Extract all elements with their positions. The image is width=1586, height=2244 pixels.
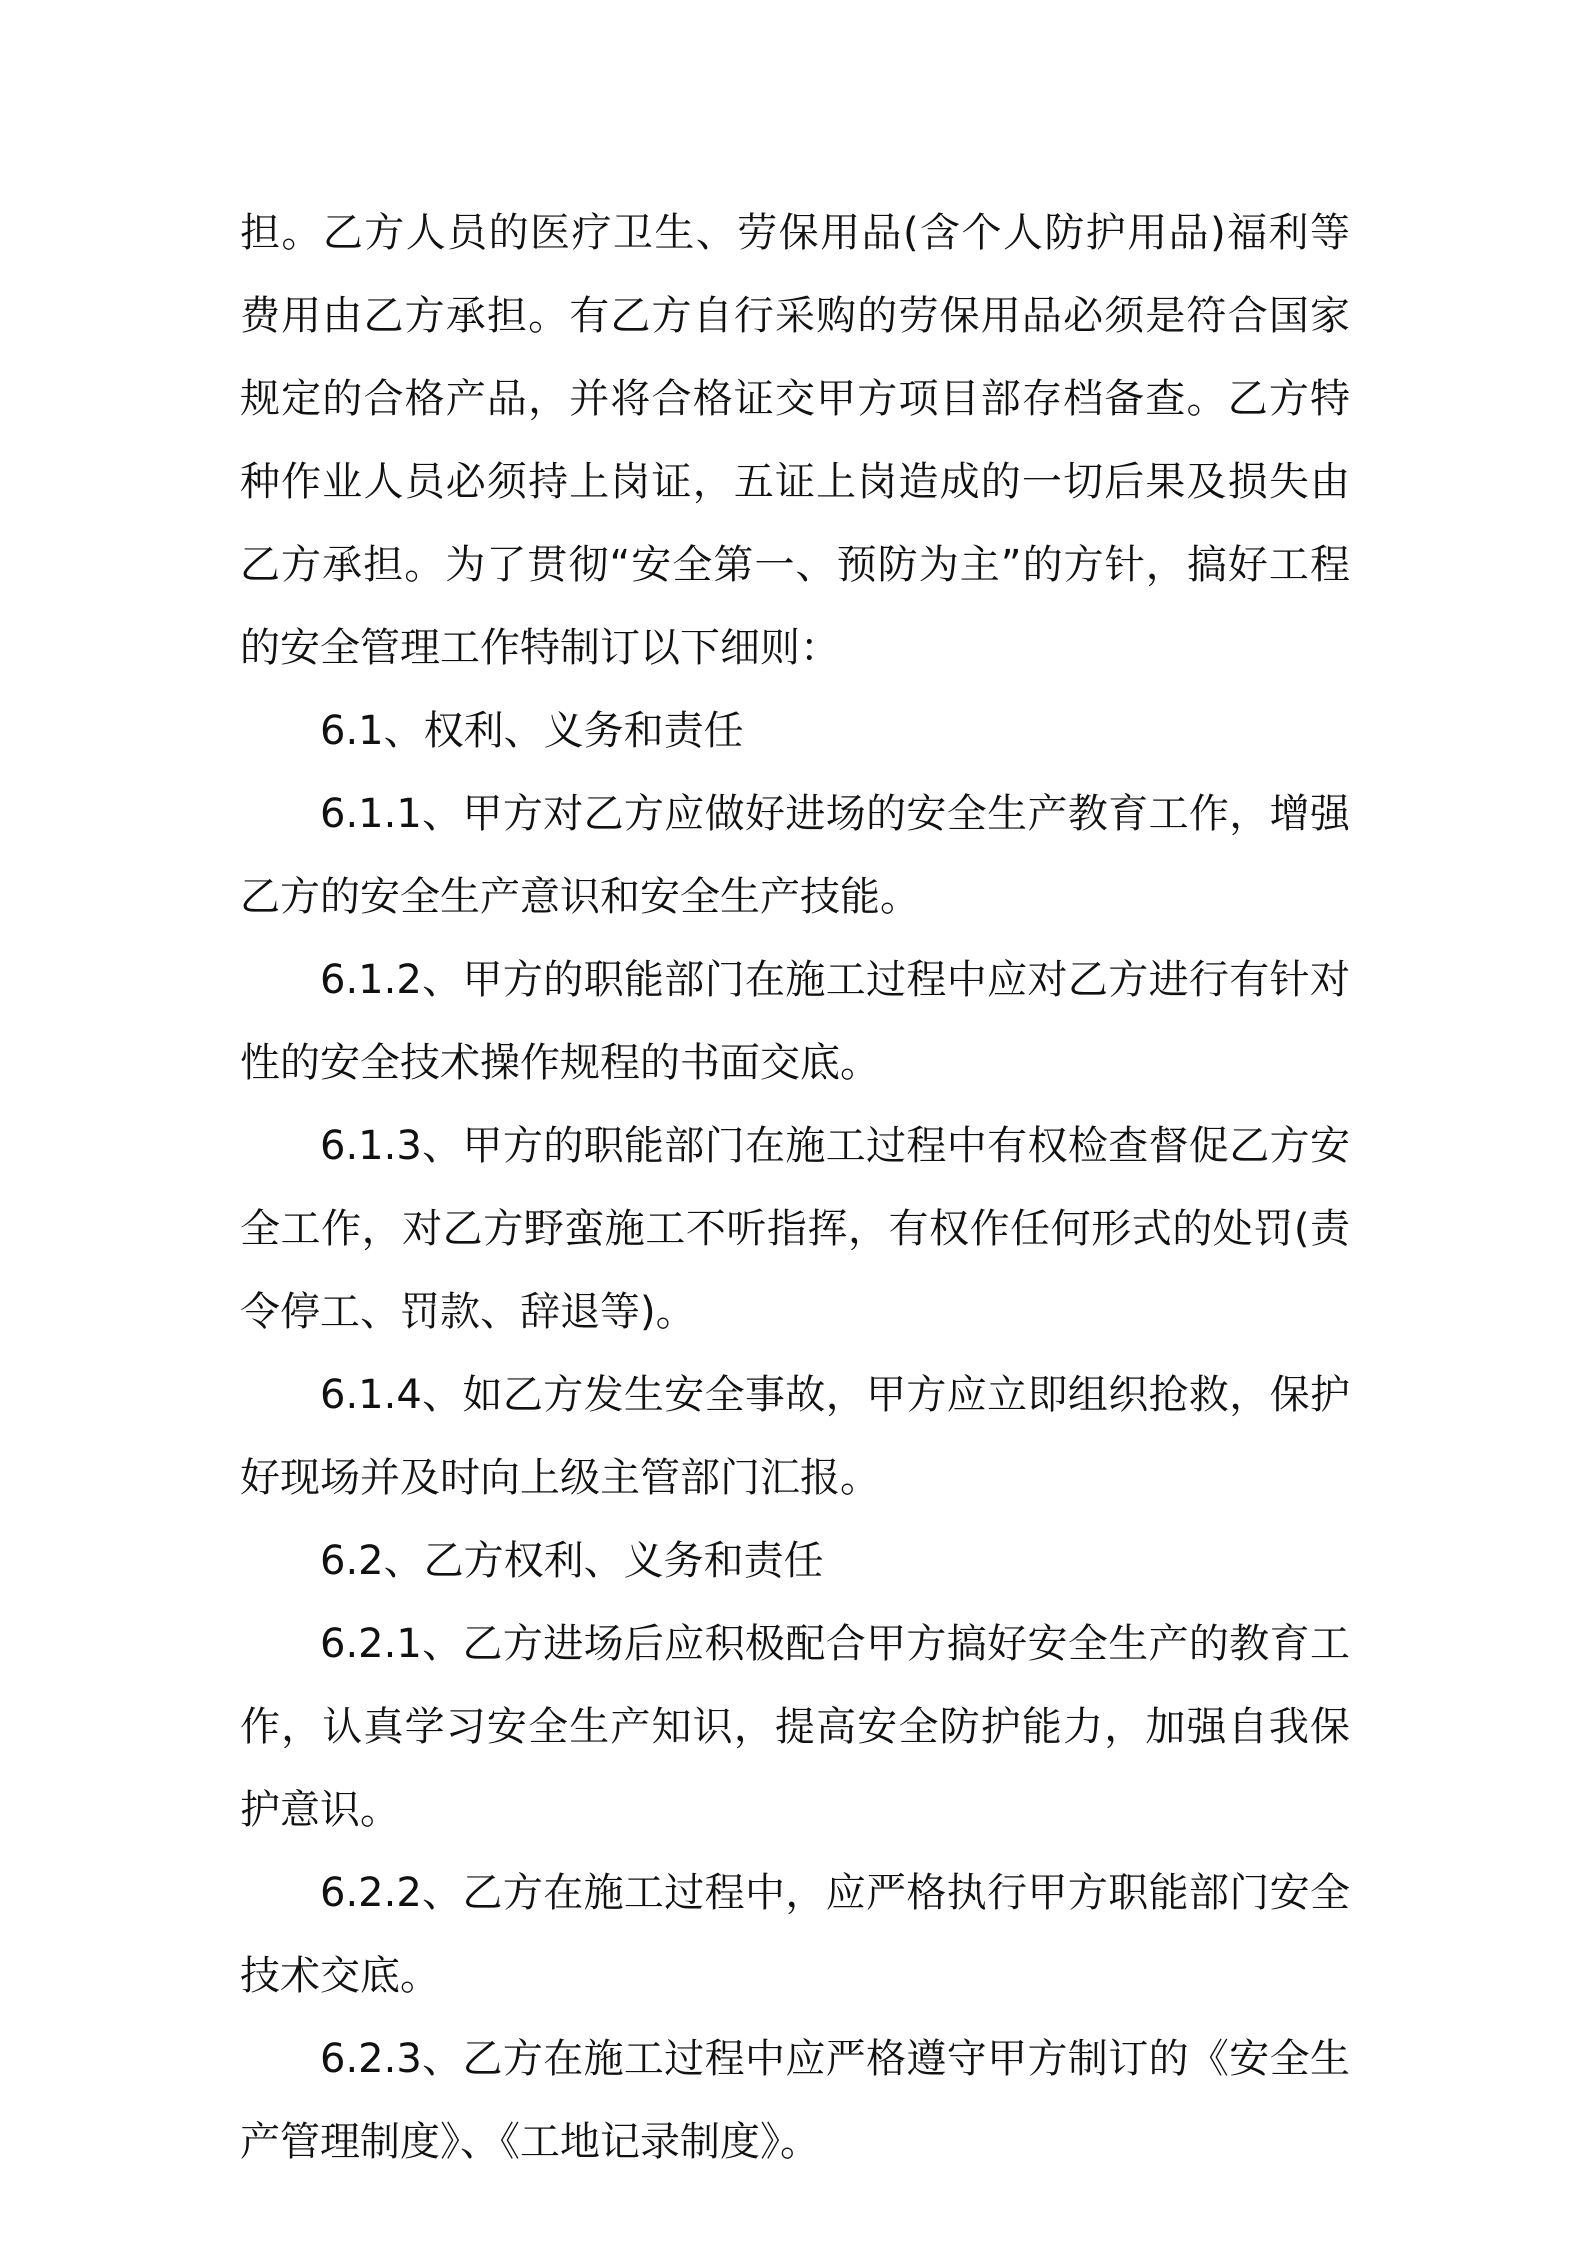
clause-6-1-4: 6.1.4、如乙方发生安全事故，甲方应立即组织抢救，保护好现场并及时向上级主管部门汇报。 [240,1372,1350,1501]
clause-6-1-2: 6.1.2、甲方的职能部门在施工过程中应对乙方进行有针对性的安全技术操作规程的书面交底。 [240,957,1350,1086]
clause-6-2-3: 6.2.3、乙方在施工过程中应严格遵守甲方制订的《安全生产管理制度》、《工地记录制度》。 [240,2036,1350,2165]
heading-6-1: 6.1、权利、义务和责任 [320,708,744,754]
document-body [240,192,1350,2184]
clause-6-1-1: 6.1.1、甲方对乙方应做好进场的安全生产教育工作，增强乙方的安全生产意识和安全生产技能。 [240,791,1350,920]
clause-6-1-3: 6.1.3、甲方的职能部门在施工过程中有权检查督促乙方安全工作，对乙方野蛮施工不听指挥，有权作任何形式的处罚(责令停工、罚款、辞退等)。 [240,1123,1350,1335]
paragraph-intro: 担。乙方人员的医疗卫生、劳保用品(含个人防护用品)福利等费用由乙方承担。有乙方自行采购的劳保用品必须是符合国家规定的合格产品，并将合格证交甲方项目部存档备查。乙方特种作业人员必须持上岗证，五证上岗造成的一切后果及损失由乙方承担。为了贯彻“安全第一、预防为主”的方针，搞好工程的安全管理工作特制订以下细则： [240,210,1350,671]
heading-6-2: 6.2、乙方权利、义务和责任 [320,1538,824,1584]
clause-6-2-2: 6.2.2、乙方在施工过程中，应严格执行甲方职能部门安全技术交底。 [240,1870,1350,1999]
clause-6-2-1: 6.2.1、乙方进场后应积极配合甲方搞好安全生产的教育工作，认真学习安全生产知识，提高安全防护能力，加强自我保护意识。 [240,1621,1350,1833]
